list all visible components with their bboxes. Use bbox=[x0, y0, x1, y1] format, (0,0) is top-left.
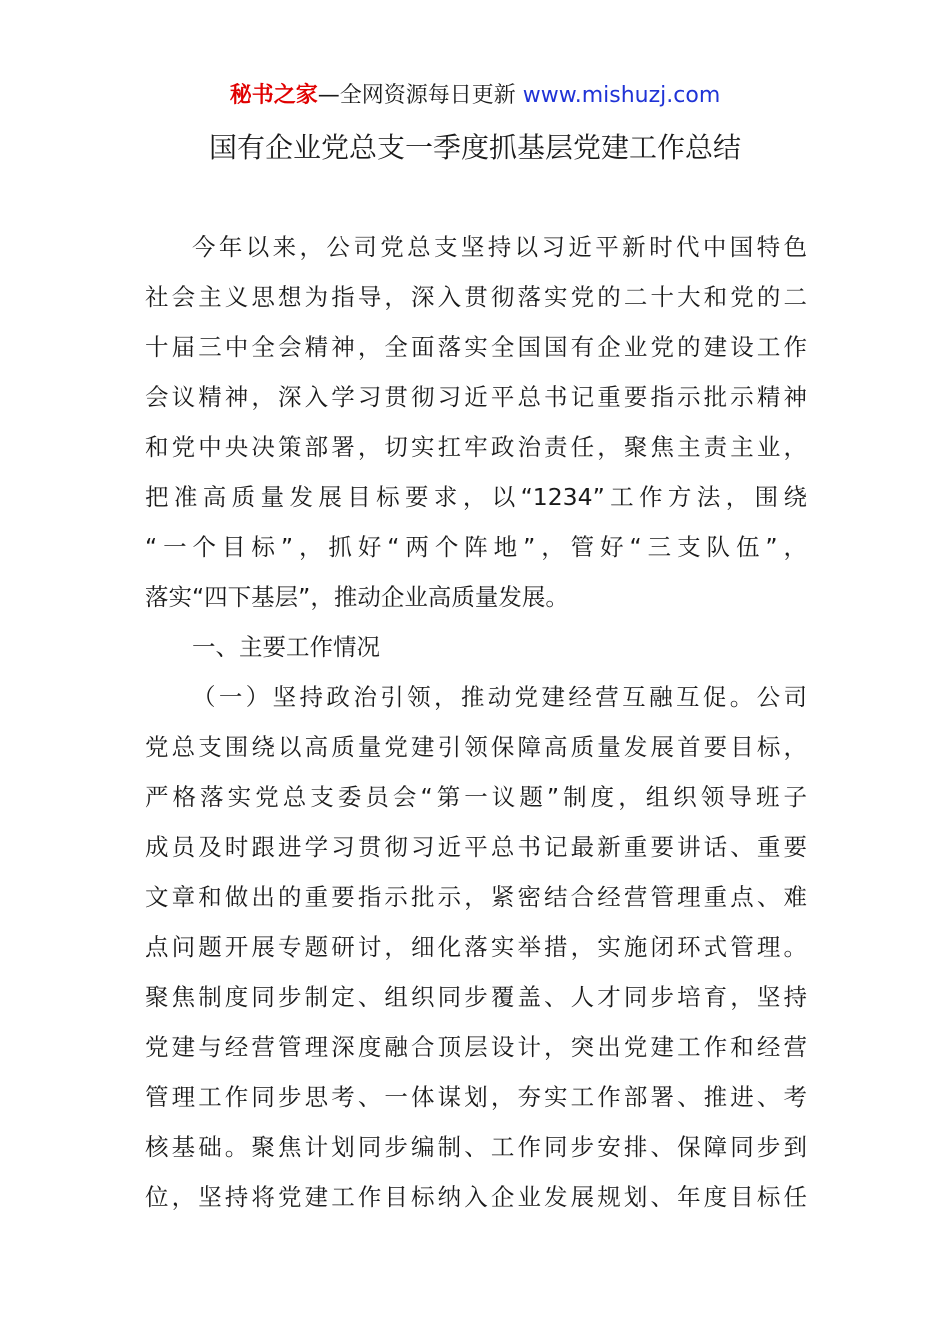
paragraph-line: 社会主义思想为指导，深入贯彻落实党的二十大和党的二 bbox=[145, 283, 807, 311]
paragraph-line: 落实“四下基层”，推动企业高质量发展。 bbox=[145, 583, 569, 611]
paragraph-line: （一）坚持政治引领，推动党建经营互融互促。公司 bbox=[192, 683, 807, 711]
paragraph-line: 文章和做出的重要指示批示，紧密结合经营管理重点、难 bbox=[145, 883, 807, 911]
paragraph-line: 和党中央决策部署，切实扛牢政治责任，聚焦主责主业， bbox=[145, 433, 807, 461]
paragraph-line: 管理工作同步思考、一体谋划，夯实工作部署、推进、考 bbox=[145, 1083, 807, 1111]
paragraph-line: 严格落实党总支委员会“第一议题”制度，组织领导班子 bbox=[145, 783, 807, 811]
paragraph-line: 党总支围绕以高质量党建引领保障高质量发展首要目标， bbox=[145, 733, 807, 761]
paragraph-line: 聚焦制度同步制定、组织同步覆盖、人才同步培育，坚持 bbox=[145, 983, 807, 1011]
paragraph-line: 核基础。聚焦计划同步编制、工作同步安排、保障同步到 bbox=[145, 1133, 807, 1161]
paragraph-line: 会议精神，深入学习贯彻习近平总书记重要指示批示精神 bbox=[145, 383, 807, 411]
section-heading: 一、主要工作情况 bbox=[192, 633, 380, 661]
document-title: 国有企业党总支一季度抓基层党建工作总结 bbox=[208, 131, 741, 164]
paragraph-line: 点问题开展专题研讨，细化落实举措，实施闭环式管理。 bbox=[145, 933, 807, 961]
site-header bbox=[0, 78, 950, 114]
document-body bbox=[145, 222, 807, 1222]
paragraph-line: 党建与经营管理深度融合顶层设计，突出党建工作和经营 bbox=[145, 1033, 807, 1061]
paragraph-line: “一个目标”，抓好“两个阵地”，管好“三支队伍”， bbox=[145, 533, 807, 561]
paragraph-line: 成员及时跟进学习贯彻习近平总书记最新重要讲话、重要 bbox=[145, 833, 807, 861]
paragraph-line: 今年以来，公司党总支坚持以习近平新时代中国特色 bbox=[192, 233, 807, 261]
site-tagline: —全网资源每日更新 bbox=[317, 83, 516, 108]
paragraph-line: 把准高质量发展目标要求，以“1234”工作方法，围绕 bbox=[145, 483, 807, 511]
paragraph-line: 位，坚持将党建工作目标纳入企业发展规划、年度目标任 bbox=[145, 1183, 807, 1211]
site-url-link[interactable]: www.mishuzj.com bbox=[522, 83, 721, 108]
paragraph-line: 十届三中全会精神，全面落实全国国有企业党的建设工作 bbox=[145, 333, 807, 361]
brand-name: 秘书之家 bbox=[229, 83, 318, 108]
